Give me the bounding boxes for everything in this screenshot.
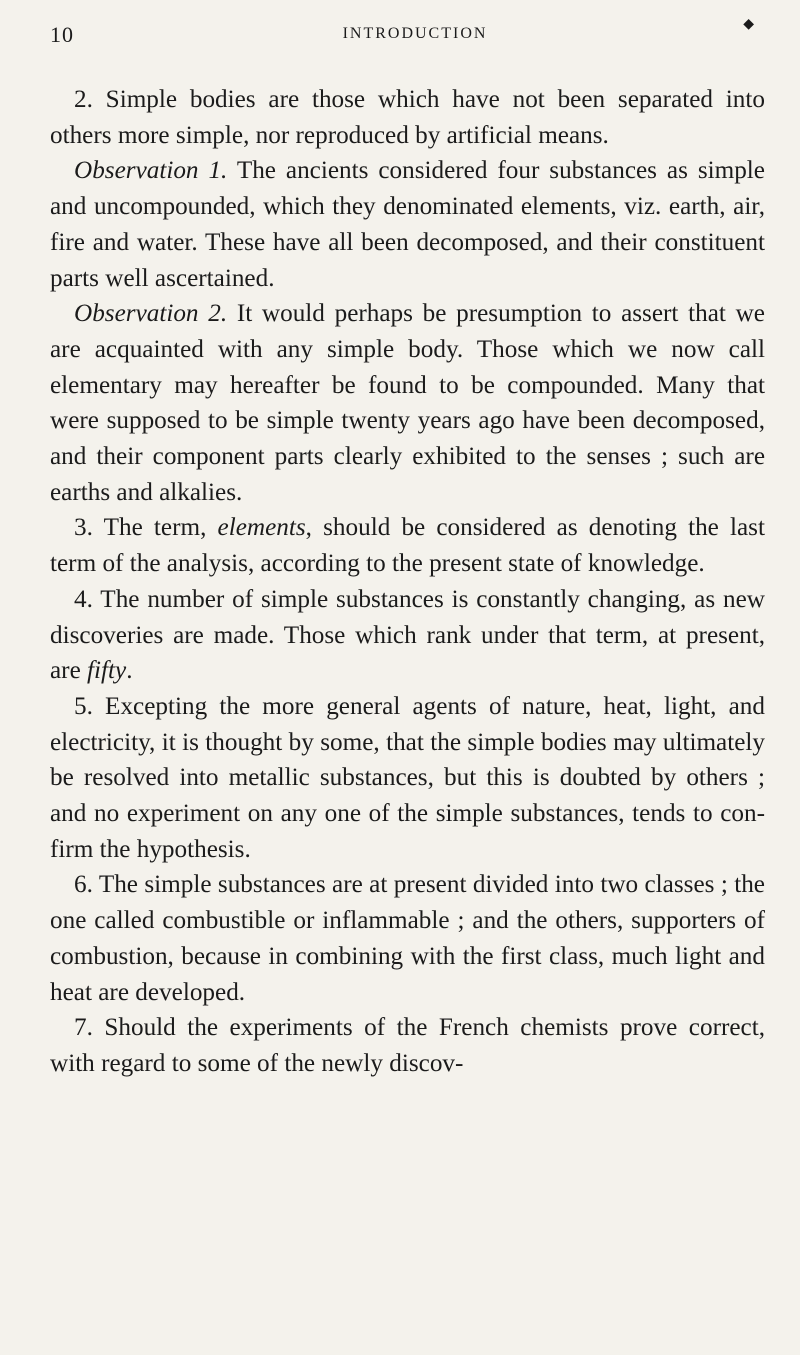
emphasis-text: fifty xyxy=(87,657,127,685)
page-header xyxy=(50,17,760,52)
page-number: 10 xyxy=(50,22,74,47)
paragraph-7 xyxy=(50,1010,765,1081)
paragraph-text: 4. The number of simple substances is constantly changing, as new discoveries are made. Those which rank under that term, at present, are xyxy=(50,585,765,685)
observation-1 xyxy=(50,153,765,296)
paragraph-text: 3. The term, xyxy=(74,514,218,542)
paragraph-5 xyxy=(50,689,765,868)
paragraph-text: . xyxy=(126,657,133,685)
body-text xyxy=(50,82,765,1082)
paragraph-text: The ancients considered four substances as simple and uncompounded, which they denominated elements, viz. earth, air, fire and water. These have all been decomposed, and their constituent parts well ascertained. xyxy=(50,157,765,292)
paragraph-6 xyxy=(50,867,765,1010)
observation-label: Observation 1. xyxy=(74,157,228,185)
paragraph-text: , should be considered as denoting the last term of the analysis, according to the present state of knowledge. xyxy=(50,514,765,578)
paragraph-3 xyxy=(50,510,765,581)
emphasis-text: elements xyxy=(217,514,306,542)
paragraph-text: 2. Simple bodies are those which have not been separated into others more simple, nor reproduced by artificial means. xyxy=(50,86,765,149)
paragraph-4 xyxy=(50,582,765,689)
paragraph-text: 5. Excepting the more general agents of nature, heat, light, and electricity, it is thought by some, that the simple bodies may ultimately be resolved into metallic substances, but this is doubted by others ; and no experiment on any one of the simple substances, tends to confirm the hypothesis. xyxy=(50,692,765,863)
paragraph-text: It would perhaps be presumption to assert that we are acquainted with any simple body. Those which we now call elementary may hereafter be found to be compounded. Many that were supposed to be simple twenty years ago have been decomposed, and their component parts clearly exhibited to the senses ; such are earths and alkalies. xyxy=(50,300,765,506)
corner-mark-icon: ◆ xyxy=(743,17,754,32)
paragraph-2 xyxy=(50,82,765,153)
running-head: INTRODUCTION xyxy=(342,25,488,42)
observation-label: Observation 2. xyxy=(74,300,228,328)
observation-2 xyxy=(50,296,765,510)
paragraph-text: 6. The simple substances are at present divided into two classes ; the one called combustible or inflammable ; and the others, supporters of combustion, because in combining with the first class, much light and heat are developed. xyxy=(50,871,765,1006)
paragraph-text: 7. Should the experiments of the French chemists prove correct, with regard to some of the newly discov- xyxy=(50,1014,765,1077)
